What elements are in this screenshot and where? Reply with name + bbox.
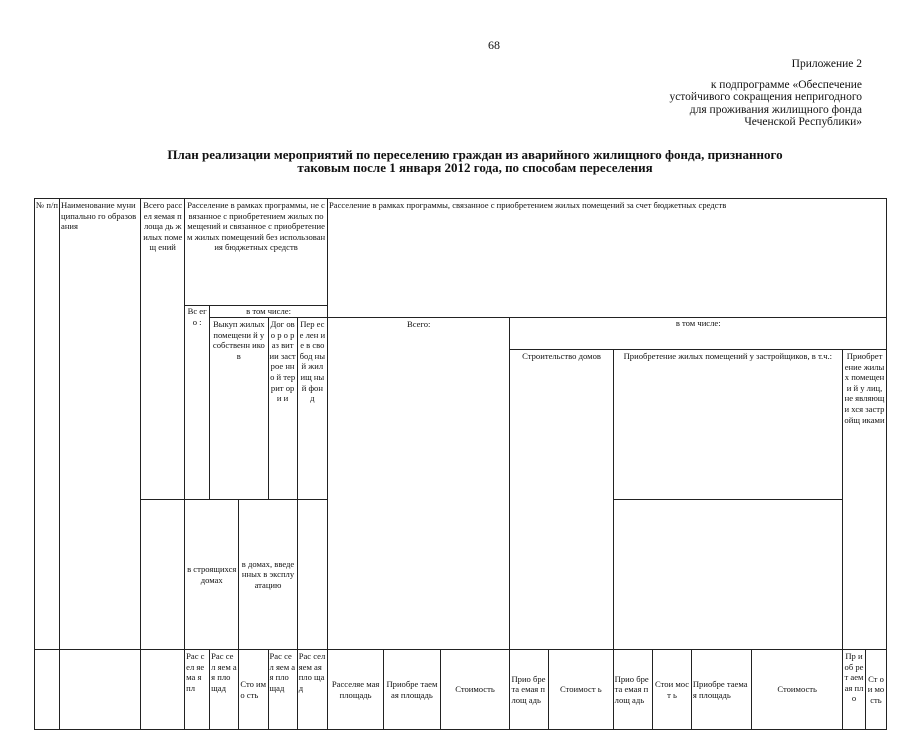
header-nb-total: Вс его : <box>185 306 210 500</box>
leaf-b-construction-area: Прио брета емая площ адь <box>510 650 549 730</box>
leaf-nb-buyout-area: Рас сел яем ая пло щад <box>210 650 239 730</box>
leaf-b-other-cost: Ст ои мо сть <box>865 650 886 730</box>
header-nb-territory-contract: Дог ово р о раз вит ии заст рое нно й тер рит ори и <box>268 318 297 500</box>
header-b-construction: Строительство домов <box>510 350 613 650</box>
document-title-line: таковым после 1 января 2012 года, по способам переселения <box>297 160 653 175</box>
cell-empty <box>60 650 141 730</box>
cell-empty <box>35 650 60 730</box>
leaf-nb-buyout-cost: Сто имо сть <box>239 650 268 730</box>
header-b-total: Всего: <box>327 318 509 650</box>
leaf-b-total-cost: Стоимость <box>440 650 510 730</box>
header-empty-cell <box>141 500 185 650</box>
appendix-line: Чеченской Республики» <box>744 116 862 128</box>
header-b-purchase-developers: Приобретение жилых помещений у застройщиков, в т.ч.: <box>613 350 842 500</box>
header-b-commissioned: в домах, введенных в эксплуатацию <box>239 500 297 650</box>
header-row-number: № п/п <box>35 199 60 650</box>
resettlement-plan-table <box>34 198 887 730</box>
page-number: 68 <box>488 38 500 52</box>
leaf-nb-total-area: Рас сел яе ма я пл <box>185 650 210 730</box>
header-municipality: Наименование муниципально го образования <box>60 199 141 650</box>
header-group-nonbudget: Расселение в рамках программы, не связанное с приобретением жилых помещений и связанное с приобретением жилых помещений без использования бюджетных средств <box>185 199 328 306</box>
leaf-b-total-resettled-area: Расселяе мая площадь <box>327 650 383 730</box>
document-title <box>80 148 870 174</box>
header-b-including: в том числе: <box>510 318 887 350</box>
leaf-nb-contract-area: Рас сел яем ая пло щад <box>268 650 297 730</box>
appendix-line: устойчивого сокращения непригодного <box>669 91 862 103</box>
appendix-line: для проживания жилищного фонда <box>689 103 862 116</box>
cell-empty <box>141 650 185 730</box>
appendix-line: к подпрограмме «Обеспечение <box>710 78 862 91</box>
document-title-line: План реализации мероприятий по переселению граждан из аварийного жилищного фонда, признанного <box>167 147 783 162</box>
header-total-area: Всего рассел яемая площа дь жилых помещ ений <box>141 199 185 500</box>
header-nb-buyout: Выкуп жилых помещени й у собственн иков <box>210 318 268 500</box>
leaf-b-construction-cost: Стоимост ь <box>549 650 614 730</box>
leaf-b-commissioned-area: Приобре таемая площадь <box>691 650 751 730</box>
header-b-under-construction: в строящихся домах <box>185 500 239 650</box>
header-nb-including: в том числе: <box>210 306 328 318</box>
header-nb-free-fund: Пер есе лен ие в сво бод ный жил ищ ный фон д <box>297 318 327 500</box>
leaf-b-commissioned-cost: Стоимость <box>752 650 843 730</box>
leaf-b-total-acquired-area: Приобре таемая площадь <box>384 650 440 730</box>
leaf-b-under-construction-cost: Стои мост ь <box>653 650 692 730</box>
leaf-b-under-construction-area: Прио брета емая площ адь <box>613 650 653 730</box>
leaf-nb-transfer-area: Рас сел яем ая пло щад <box>297 650 327 730</box>
appendix-header <box>669 58 862 129</box>
header-group-budget: Расселение в рамках программы, связанное с приобретением жилых помещений за счет бюджетных средств <box>327 199 886 318</box>
leaf-b-other-area: Пр иоб рет аем ая пло <box>843 650 866 730</box>
appendix-title: Приложение 2 <box>791 58 862 70</box>
header-b-purchase-other: Приобрет ение жилых помещени й у лиц, не являющи хся застройщ иками <box>843 350 887 650</box>
